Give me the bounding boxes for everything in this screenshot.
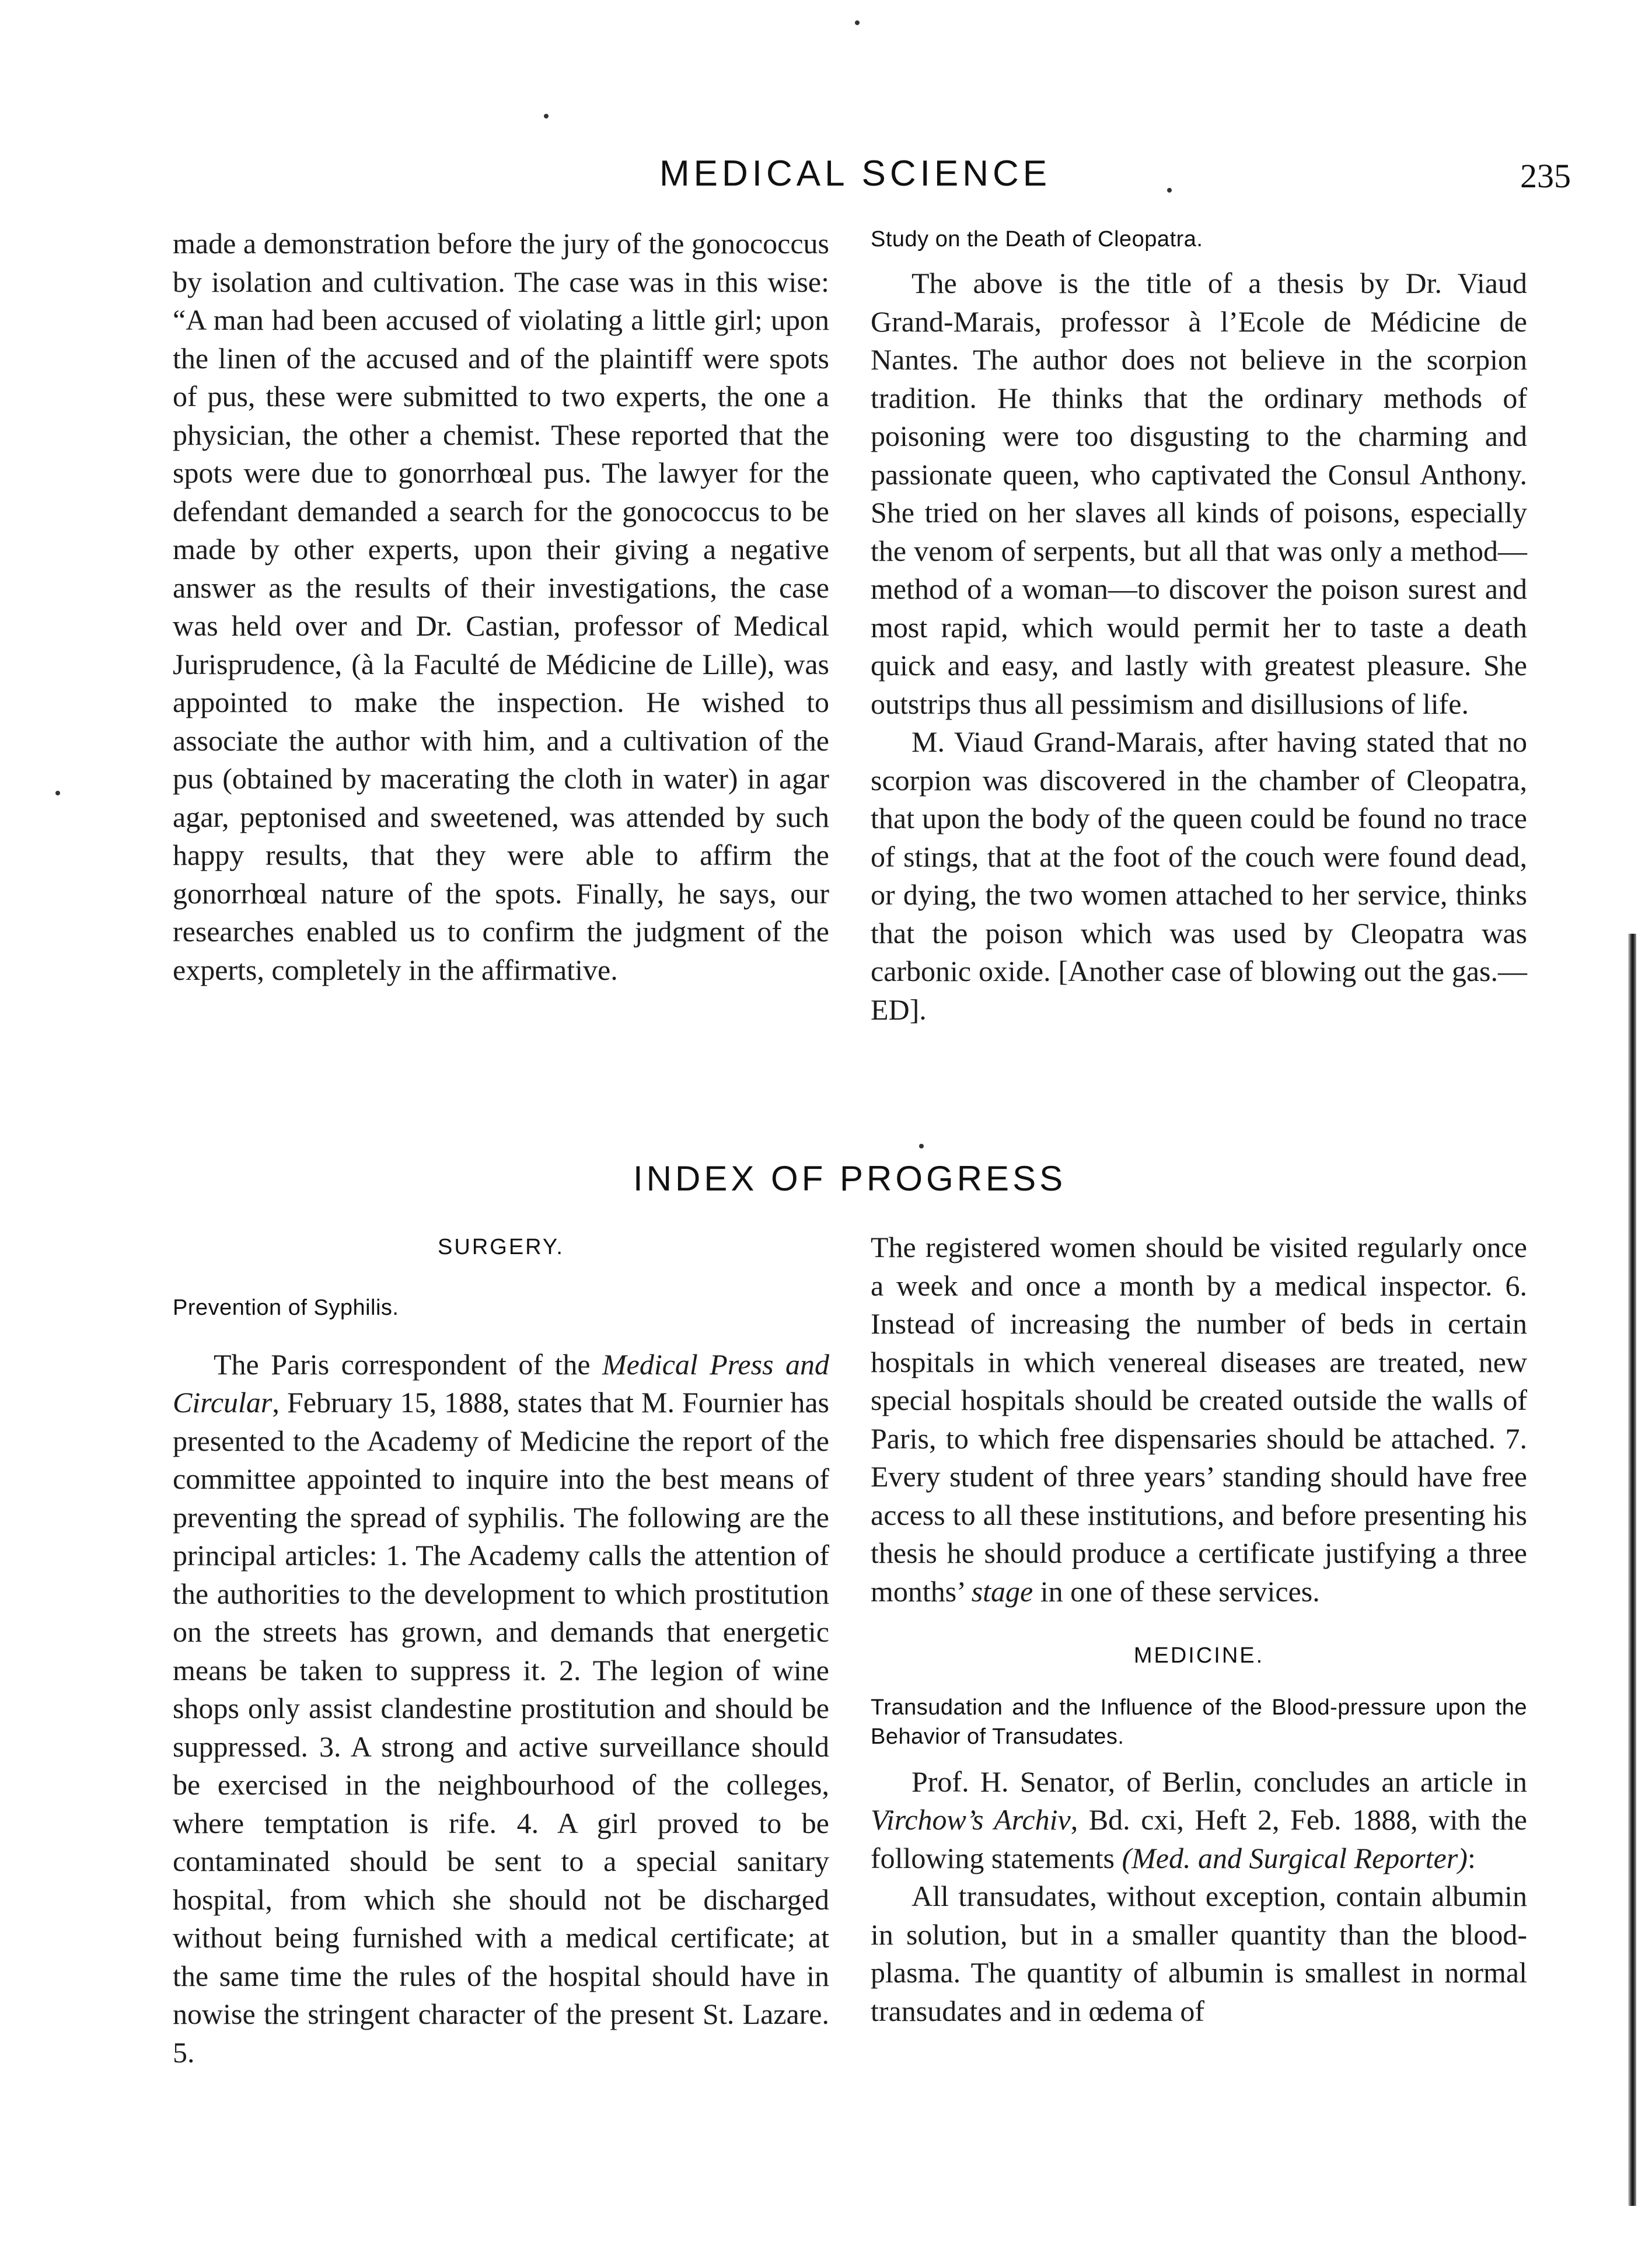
paragraph: made a demonstration before the jury of the gonococcus by isolation and cultivation. The case was in this wise: “A man had been accused of violating a little girl; upon the linen of the accused and of the plaintiff were spots of pus, these were submitted to two experts, the one a physician, the other a chemist. These reported that the spots were due to gonorrhœal pus. The lawyer for the defendant demanded a search for the gonococcus to be made by other experts, upon their giving a negative answer as the results of their investigations, the case was held over and Dr. Castian, professor of Medical Jurisprudence, (à la Faculté de Médicine de Lille), was appointed to make the inspection. He wished to associate the author with him, and a cultivation of the pus (obtained by macerating the cloth in water) in agar agar, peptonised and sweetened, was attended by such happy results, that they were able to affirm the gonorrhœal nature of the spots. Finally, he says, our researches enabled us to confirm the judgment of the experts, completely in the affirmative.	[173, 227, 829, 986]
scan-edge-shadow	[1628, 934, 1636, 2206]
paragraph: The above is the title of a thesis by Dr. Viaud Grand-Marais, professor à l’Ecole de Médicine de Nantes. The author does not believe in the scorpion tradition. He thinks that the ordinary methods of poisoning were too disgusting to the charming and passionate queen, who captivated the Consul Anthony. She tried on her slaves all kinds of poisons, especially the venom of serpents, but all that was only a method—method of a woman—to discover the poison surest and most rapid, which would permit her to taste a death quick and easy, and lastly with greatest pleasure. She outstrips thus all pessimism and disillusions of life.	[871, 267, 1527, 720]
top-right-column	[871, 225, 1527, 1029]
scan-speck	[544, 114, 549, 118]
paragraph	[871, 1763, 1527, 1878]
paragraph	[173, 1346, 829, 2072]
medicine-column	[871, 1228, 1527, 2030]
italic-term: stage	[971, 1574, 1033, 1608]
article-title: Prevention of Syphilis.	[173, 1295, 399, 1320]
journal-title: Virchow’s Archiv	[871, 1803, 1071, 1836]
section-heading-surgery: SURGERY.	[438, 1235, 564, 1259]
surgery-column	[173, 1228, 829, 2072]
paragraph: All transudates, without exception, contain albumin in solution, but in a smaller quantity than the blood-plasma. The quantity of albumin is smallest in normal transudates and in œdema of	[871, 1880, 1527, 2027]
text: in one of these services.	[1033, 1574, 1320, 1608]
paragraph	[871, 1228, 1527, 1611]
scan-speck	[1167, 188, 1172, 193]
top-left-column	[173, 225, 829, 989]
article-title: Transudation and the Influence of the Blood-pressure upon the Behavior of Transudates.	[871, 1695, 1527, 1749]
scan-speck	[855, 20, 860, 25]
text: The registered women should be visited regularly once a week and once a month by a medical inspector. 6. Instead of increasing the number of beds in certain hospitals in which venereal diseases are treated, new special hospitals should be created outside the walls of Paris, to which free dispensaries should be attached. 7. Every student of three years’ standing should have free access to all these institutions, and before presenting his thesis he should produce a certificate justifying a three months’	[871, 1231, 1527, 1608]
paragraph: M. Viaud Grand-Marais, after having stated that no scorpion was discovered in the chamber of Cleopatra, that upon the body of the queen could be found no trace of stings, that at the foot of the couch were found dead, or dying, the two women attached to her service, thinks that the poison which was used by Cleopatra was carbonic oxide. [Another case of blowing out the gas.—ED].	[871, 725, 1527, 1026]
scan-speck	[55, 791, 60, 795]
text: , Bd. cxi, Heft 2, Feb. 1888, with the following statements	[871, 1803, 1527, 1874]
text: , February 15, 1888, states that M. Fournier has presented to the Academy of Medicine the report of the committee appointed to inquire into the best means of preventing the spread of syphilis. The following are the principal articles: 1. The Academy calls the attention of the authorities to the development to which prostitution on the streets has grown, and demands that energetic means be taken to suppress it. 2. The legion of wine shops only assist clandestine prostitution and should be suppressed. 3. A strong and active surveillance should be exercised in the neighbourhood of the colleges, where temptation is rife. 4. A girl proved to be contaminated should be sent to a special sanitary hospital, from which she should not be discharged without being furnished with a medical certificate; at the same time the rules of the hospital should have in nowise the stringent character of the present St. Lazare. 5.	[173, 1386, 829, 2069]
source-citation: (Med. and Surgical Reporter)	[1122, 1841, 1468, 1874]
section-title: INDEX OF PROGRESS	[633, 1159, 1067, 1198]
text: The Paris correspondent of the	[214, 1347, 602, 1381]
section-heading-medicine: MEDICINE.	[1133, 1643, 1265, 1668]
article-title: Study on the Death of Cleopatra.	[871, 227, 1203, 252]
journal-title: Medical Press and Circular	[173, 1347, 829, 1419]
running-head: MEDICAL SCIENCE	[659, 153, 1052, 194]
page-number: 235	[1520, 157, 1571, 195]
text: Prof. H. Senator, of Berlin, concludes an article in	[911, 1765, 1527, 1798]
scan-speck	[919, 1144, 924, 1148]
text: :	[1467, 1841, 1476, 1874]
